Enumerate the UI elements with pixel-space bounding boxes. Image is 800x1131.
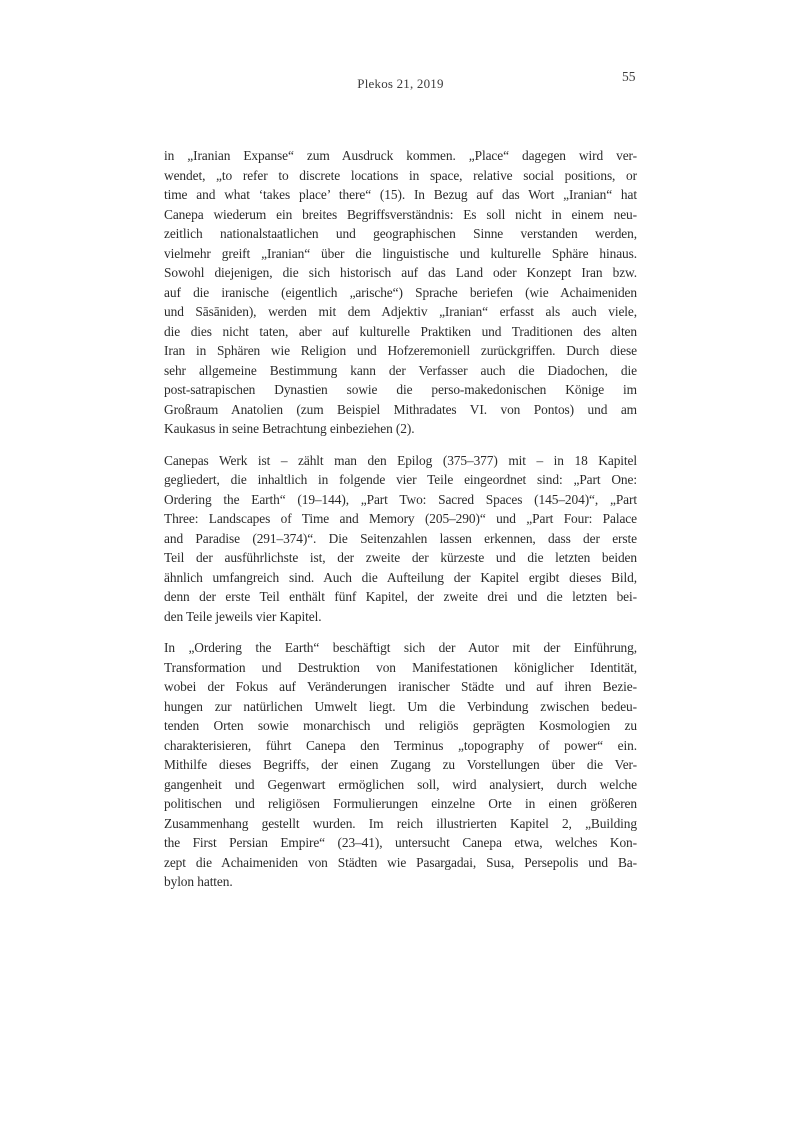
- text-line: zept die Achaimeniden von Städten wie Pasargadai, Susa, Persepolis und Ba-: [164, 854, 637, 870]
- paragraph: [164, 146, 637, 439]
- text-line: den Teile jeweils vier Kapitel.: [164, 608, 322, 624]
- text-line: charakterisieren, führt Canepa den Terminus „topography of power“ ein.: [164, 737, 637, 753]
- running-title: Plekos 21, 2019: [357, 76, 444, 91]
- text-line: und Sāsāniden), werden mit dem Adjektiv „Iranian“ erfasst als auch viele,: [164, 304, 637, 319]
- text-line: gangenheit und Gegenwart ermöglichen soll, wird analysiert, durch welche: [164, 776, 637, 792]
- text-line: die dies nicht taten, aber auf kulturelle Praktiken und Traditionen des alten: [164, 323, 637, 339]
- text-line: In „Ordering the Earth“ beschäftigt sich der Autor mit der Einführung,: [164, 640, 637, 655]
- text-line: vielmehr greift „Iranian“ über die linguistische und kulturelle Sphäre hinaus.: [164, 245, 637, 261]
- text-line: sehr allgemeine Bestimmung kann der Verfasser auch die Diadochen, die: [164, 362, 637, 378]
- text-line: hungen zur natürlichen Umwelt liegt. Um die Verbindung zwischen bedeu-: [164, 698, 637, 714]
- paragraph: [164, 451, 637, 627]
- text-line: in „Iranian Expanse“ zum Ausdruck kommen. „Place“ dagegen wird ver-: [164, 148, 637, 163]
- body-text: [164, 146, 637, 904]
- text-line: Iran in Sphären wie Religion und Hofzeremoniell zurückgriffen. Durch diese: [164, 343, 637, 358]
- text-line: zeitlich nationalstaatlichen und geographischen Sinne verstanden werden,: [164, 226, 637, 241]
- text-line: Ordering the Earth“ (19–144), „Part Two: Sacred Spaces (145–204)“, „Part: [164, 491, 637, 507]
- text-line: Transformation und Destruktion von Manifestationen königlicher Identität,: [164, 659, 637, 675]
- text-line: Kaukasus in seine Betrachtung einbeziehen (2).: [164, 421, 415, 436]
- text-line: gegliedert, die inhaltlich in folgende vier Teile eingeordnet sind: „Part One:: [164, 472, 637, 487]
- paragraph: [164, 638, 637, 892]
- text-line: Canepas Werk ist – zählt man den Epilog (375–377) mit – in 18 Kapitel: [164, 452, 637, 468]
- text-line: post-satrapischen Dynastien sowie die perso-makedonischen Könige im: [164, 382, 637, 397]
- text-line: Großraum Anatolien (zum Beispiel Mithradates VI. von Pontos) und am: [164, 401, 637, 417]
- text-line: Sowohl diejenigen, die sich historisch auf das Land oder Konzept Iran bzw.: [164, 265, 637, 280]
- page-number: 55: [622, 69, 636, 84]
- text-line: and Paradise (291–374)“. Die Seitenzahlen lassen erkennen, dass der erste: [164, 530, 637, 546]
- text-line: politischen und religiösen Formulierungen einzelne Orte in einen größeren: [164, 796, 637, 811]
- text-line: the First Persian Empire“ (23–41), untersucht Canepa etwa, welches Kon-: [164, 835, 637, 850]
- text-line: Mithilfe dieses Begriffs, der einen Zugang zu Vorstellungen über die Ver-: [164, 757, 637, 772]
- text-line: denn der erste Teil enthält fünf Kapitel, der zweite drei und die letzten bei-: [164, 589, 637, 604]
- text-line: tenden Orten sowie monarchisch und religiös geprägten Kosmologien zu: [164, 718, 637, 733]
- text-line: wendet, „to refer to discrete locations in space, relative social positions, or: [164, 167, 637, 183]
- text-line: Canepa wiederum ein breites Begriffsverständnis: Es soll nicht in einem neu-: [164, 206, 637, 222]
- text-line: Three: Landscapes of Time and Memory (205–290)“ und „Part Four: Palace: [164, 511, 637, 526]
- text-line: bylon hatten.: [164, 874, 233, 889]
- text-line: time and what ‘takes place’ there“ (15). In Bezug auf das Wort „Iranian“ hat: [164, 187, 637, 202]
- text-line: wobei der Fokus auf Veränderungen iranischer Städte und auf ihren Bezie-: [164, 679, 637, 694]
- text-line: Zusammenhang gestellt wurden. Im reich illustrierten Kapitel 2, „Building: [164, 815, 637, 831]
- text-line: ähnlich umfangreich sind. Auch die Aufteilung der Kapitel ergibt dieses Bild,: [164, 569, 637, 585]
- text-line: auf die iranische (eigentlich „arische“) Sprache beriefen (wie Achaimeniden: [164, 284, 637, 300]
- text-line: Teil der ausführlichste ist, der zweite der kürzeste und die letzten beiden: [164, 550, 637, 565]
